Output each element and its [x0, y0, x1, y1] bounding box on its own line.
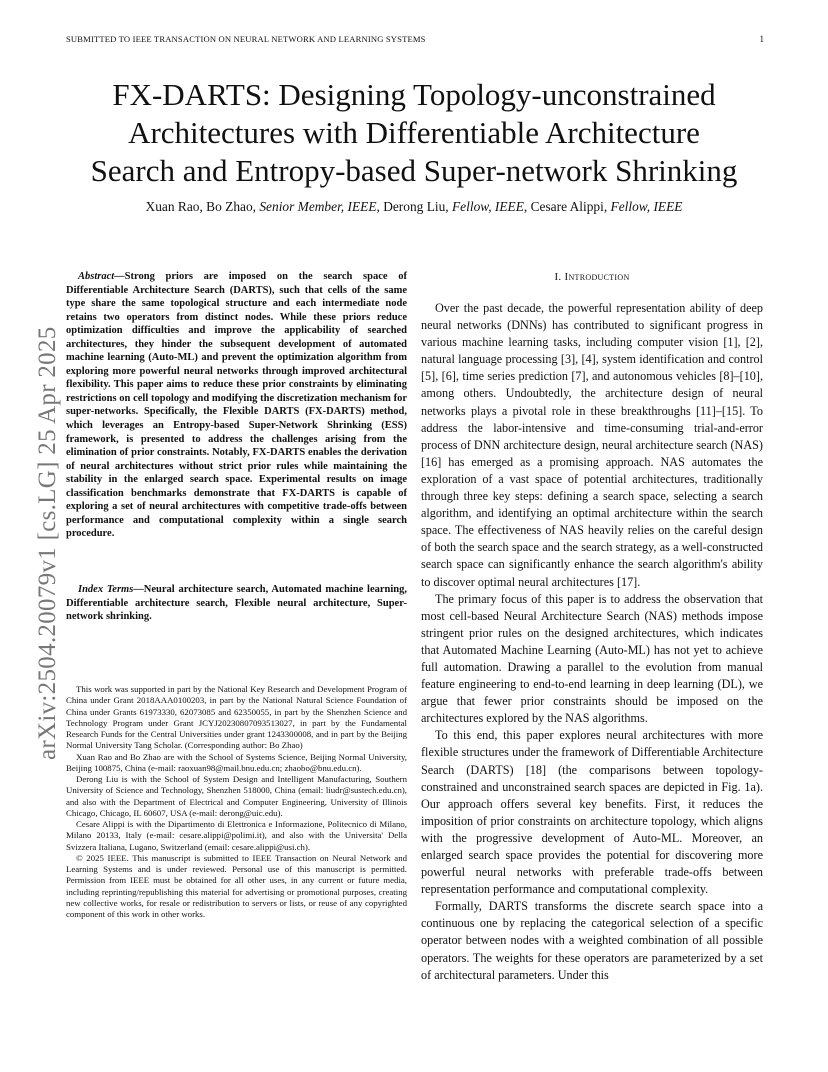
author-role-1: Senior Member, IEEE — [259, 199, 377, 214]
intro-paragraph-1: Over the past decade, the powerful representation ability of deep neural networks (DNNs) has contributed to significant progress in various machine learning tasks, including computer vision [1], [2], natural language processing [3], [4], system identification and control [5], [6], time series prediction [7], and autonomous vehicles [8]–[10], among others. Undoubtedly, the architecture design of neural networks plays a pivotal role in these breakthroughs [11]–[15]. To address the labor-intensive and time-consuming trial-and-error process of DNN architecture design, neural architecture search (NAS) [16] has emerged as a promising approach. NAS automates the exploration of a vast space of potential architectures, traditionally through three key steps: defining a search space, selecting a search algorithm, and identifying an optimal architecture within the search space. The effectiveness of NAS heavily relies on the careful design of both the search space and the search strategy, as a well-constructed search space can significantly enhance the search algorithm's ability to discover optimal neural architectures [17]. — [421, 301, 763, 589]
paper-title — [40, 76, 788, 190]
section-heading — [421, 270, 763, 300]
title-line-1: FX-DARTS: Designing Topology-unconstrained — [112, 77, 716, 112]
arxiv-stamp: arXiv:2504.20079v1 [cs.LG] 25 Apr 2025 — [34, 326, 61, 760]
index-terms — [66, 583, 407, 624]
author-names-2: , Derong Liu, — [376, 199, 452, 214]
section-title: Introduction — [564, 271, 630, 283]
footnote-copyright: © 2025 IEEE. This manuscript is submitted to IEEE Transaction on Neural Network and Learning Systems and is under reviewed. Personal use of this manuscript is permitted. Permission from IEEE must be obtained for all other uses, in any current or future media, including reprinting/republishing this material for advertising or promotional purposes, creating new collective works, for resale or redistribution to servers or lists, or reuse of any copyrighted component of this work in other works. — [66, 852, 407, 919]
left-column — [66, 270, 407, 919]
author-role-3: Fellow, IEEE — [610, 199, 683, 214]
footnote-funding: This work was supported in part by the National Key Research and Development Program of China under Grant 2018AAA0100203, in part by the National Natural Science Foundation of China under Grants 61973330, 62073085 and 62350055, in part by the Shenzhen Science and Technology Program under Grant JCYJ20230807093513027, in part by the Fundamental Research Funds for the Central Universities under grant 1243300008, and in part by the Beijing Normal University Tang Scholar. (Corresponding author: Bo Zhao) — [66, 684, 407, 751]
abstract — [66, 270, 407, 541]
section-number: I. — [554, 271, 565, 283]
intro-paragraph-3: To this end, this paper explores neural architectures with more flexible structures under the framework of Differentiable Architecture Search (DARTS) [18] (the comparisons between topology-constrained and unconstrained search spaces are depicted in Fig. 1a). Our approach offers several key benefits. First, it reduces the imposition of prior constraints on architecture topology, which aligns with the progressive development of Auto-ML. Moreover, an enlarged search space provides the potential for discovering more powerful neural networks with preferable trade-offs between representation performance and computational complexity. — [421, 728, 763, 897]
title-line-2: Architectures with Differentiable Architecture — [128, 115, 700, 150]
author-names-1: Xuan Rao, Bo Zhao, — [145, 199, 260, 214]
right-column — [421, 270, 763, 984]
footnote-affiliation-alippi: Cesare Alippi is with the Dipartimento di Elettronica e Informazione, Politecnico di Milano, Milano 20133, Italy (e-mail: cesare.alippi@polimi.it), and also with the Universita' Della Svizzera Italiana, Lugano, Switzerland (email: cesare.alippi@usi.ch). — [66, 819, 407, 852]
footnote-affiliation-rao-zhao: Xuan Rao and Bo Zhao are with the School of Systems Science, Beijing Normal University, Beijing 100875, China (e-mail: raoxuan98@mail.bnu.edu.cn; zhaobo@bnu.edu.cn). — [66, 751, 407, 773]
intro-paragraph-2: The primary focus of this paper is to address the observation that most cell-based Neural Architecture Search (NAS) methods impose stringent prior rules on the designed architectures, which indicates that Automated Machine Learning (Auto-ML) has not yet to achieve full automation. Drawing a parallel to the evolution from manual feature engineering to end-to-end learning in deep learning (DL), we argue that fewer prior constraints should be imposed on the architectures explored by the NAS algorithms. — [421, 591, 763, 726]
author-names-3: , Cesare Alippi, — [523, 199, 611, 214]
abstract-lead: Abstract — [78, 271, 115, 282]
footnotes — [66, 684, 407, 920]
page-number: 1 — [759, 34, 764, 44]
abstract-text: —Strong priors are imposed on the search space of Differentiable Architecture Search (DARTS), such that cells of the same type share the same topological structure and each intermediate node retains two operators from distinct nodes. While these priors reduce optimization difficulties and improve the applicability of searched architectures, they hinder the subsequent development of automated machine learning (Auto-ML) and prevent the optimization algorithm from exploring more powerful neural networks through improved architectural flexibility. This paper aims to reduce these prior constraints by eliminating restrictions on cell topology and modifying the discretization mechanism for super-networks. Specifically, the Flexible DARTS (FX-DARTS) method, which leverages an Entropy-based Super-Network Shrinking (ESS) framework, is presented to address the challenges arising from the elimination of prior constraints. Notably, FX-DARTS enables the derivation of neural architectures without strict prior rules while maintaining the stability in the enlarged search space. Experimental results on image classification benchmarks demonstrate that FX-DARTS is capable of exploring a set of neural architectures with competitive trade-offs between performance and computational complexity within a single search procedure. — [66, 271, 407, 540]
title-line-3: Search and Entropy-based Super-network Shrinking — [90, 153, 738, 188]
intro-paragraph-4: Formally, DARTS transforms the discrete search space into a continuous one by replacing the categorical selection of a specific operator between nodes with a weighted combination of all possible operators. The weights for these operators are parameterized by a set of architectural parameters. Under this — [421, 899, 763, 982]
author-list — [40, 199, 788, 215]
running-head: SUBMITTED TO IEEE TRANSACTION ON NEURAL NETWORK AND LEARNING SYSTEMS — [66, 34, 426, 44]
index-terms-lead: Index Terms — [78, 584, 134, 595]
index-terms-text: —Neural architecture search, Automated machine learning, Differentiable architecture search, Flexible neural architecture, Super-network shrinking. — [66, 584, 407, 623]
author-role-2: Fellow, IEEE — [452, 199, 524, 214]
footnote-affiliation-liu: Derong Liu is with the School of System Design and Intelligent Manufacturing, Southern University of Science and Technology, Shenzhen 518000, China (email: liudr@sustech.edu.cn), and also with the Department of Electrical and Computer Engineering, University of Illinois Chicago, Chicago, IL 60607, USA (e-mail: derong@uic.edu). — [66, 774, 407, 818]
